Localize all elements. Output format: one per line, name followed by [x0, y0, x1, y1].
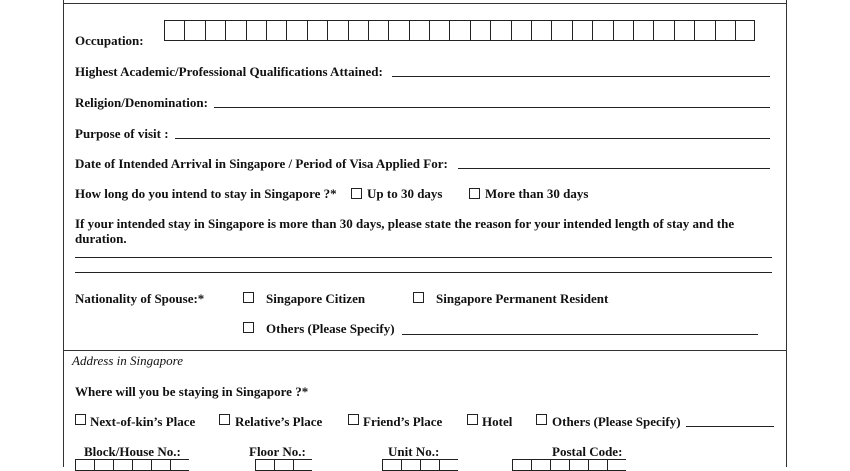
stay-others-field[interactable]: [686, 426, 774, 427]
religion-field[interactable]: [214, 107, 770, 108]
unit-input-boxes[interactable]: [382, 459, 458, 471]
section-divider: [63, 350, 786, 351]
stay-relative-label: Relative’s Place: [235, 414, 323, 429]
occupation-input-boxes[interactable]: [164, 20, 755, 41]
top-border: [63, 3, 786, 4]
spouse-citizen-label: Singapore Citizen: [266, 291, 366, 306]
spouse-others-field[interactable]: [402, 334, 758, 335]
postal-code-label: Postal Code:: [552, 444, 623, 459]
reason-text-line1: If your intended stay in Singapore is more than 30 days, please state the reason for your intended length of stay and the: [75, 216, 735, 231]
stay-relative-checkbox[interactable]: [219, 414, 230, 425]
purpose-label: Purpose of visit :: [75, 126, 169, 141]
floor-input-boxes[interactable]: [255, 459, 312, 471]
stay-hotel-checkbox[interactable]: [467, 414, 478, 425]
address-heading: Address in Singapore: [72, 353, 183, 368]
spouse-pr-label: Singapore Permanent Resident: [436, 291, 609, 306]
spouse-citizen-checkbox[interactable]: [243, 292, 254, 303]
purpose-field[interactable]: [175, 138, 770, 139]
stay-more-than-30-checkbox[interactable]: [469, 188, 480, 199]
stay-friend-label: Friend’s Place: [363, 414, 443, 429]
spouse-nationality-label: Nationality of Spouse:*: [75, 291, 205, 306]
arrival-label: Date of Intended Arrival in Singapore / Period of Visa Applied For:: [75, 156, 448, 171]
stay-kin-label: Next-of-kin’s Place: [90, 414, 196, 429]
stay-others-label: Others (Please Specify): [552, 414, 681, 429]
block-house-label: Block/House No.:: [84, 444, 181, 459]
address-where-label: Where will you be staying in Singapore ?*: [75, 384, 309, 399]
stay-friend-checkbox[interactable]: [348, 414, 359, 425]
reason-field-line2[interactable]: [75, 272, 772, 273]
religion-label: Religion/Denomination:: [75, 95, 208, 110]
spouse-pr-checkbox[interactable]: [413, 292, 424, 303]
stay-others-checkbox[interactable]: [536, 414, 547, 425]
postal-code-input-boxes[interactable]: [512, 459, 626, 471]
reason-field-line1[interactable]: [75, 257, 772, 258]
floor-label: Floor No.:: [249, 444, 306, 459]
unit-label: Unit No.:: [388, 444, 440, 459]
spouse-others-label: Others (Please Specify): [266, 321, 395, 336]
stay-hotel-label: Hotel: [482, 414, 513, 429]
block-house-input-boxes[interactable]: [75, 459, 189, 471]
stay-up-to-30-label: Up to 30 days: [367, 186, 443, 201]
stay-up-to-30-checkbox[interactable]: [351, 188, 362, 199]
arrival-field[interactable]: [458, 168, 770, 169]
stay-kin-checkbox[interactable]: [75, 414, 86, 425]
occupation-label: Occupation:: [75, 33, 144, 48]
qualifications-field[interactable]: [392, 76, 770, 77]
reason-text-line2: duration.: [75, 231, 127, 246]
stay-label: How long do you intend to stay in Singapore ?*: [75, 186, 337, 201]
spouse-others-checkbox[interactable]: [243, 322, 254, 333]
stay-more-than-30-label: More than 30 days: [485, 186, 589, 201]
qualifications-label: Highest Academic/Professional Qualifications Attained:: [75, 64, 383, 79]
